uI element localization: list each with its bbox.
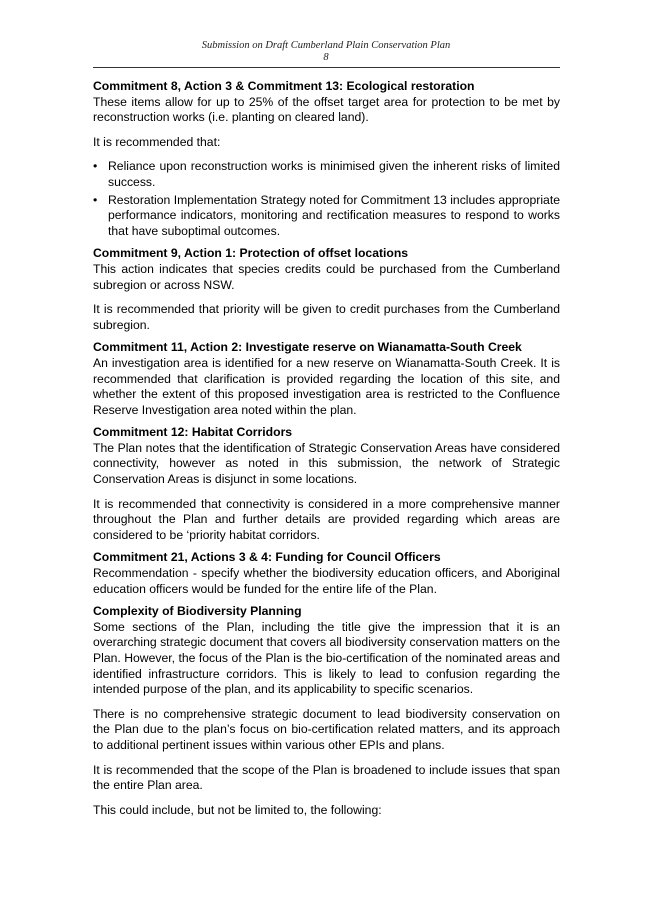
header-title: Submission on Draft Cumberland Plain Conservation Plan (201, 40, 451, 51)
paragraph: Recommendation - specify whether the biodiversity education officers, and Aboriginal education officers would be funded for the entire life of the Plan. (93, 566, 560, 596)
bullet-icon: • (93, 192, 98, 207)
section-ecological-restoration (93, 79, 560, 239)
section-offset-locations (93, 246, 560, 333)
paragraph: An investigation area is identified for a new reserve on Wianamatta-South Creek. It is recommended that clarification is provided regarding the location of this site, and whether the extent of this proposed investigation area is restricted to the Confluence Reserve Investigation area noted within the plan. (93, 355, 560, 417)
paragraph: Some sections of the Plan, including the title give the impression that it is an overarching strategic document that covers all biodiversity conservation matters on the Plan. However, the focus of the Plan is the bio-certification of the nominated areas and identified infrastructure corridors. This is likely to lead to confusion regarding the intended purpose of the plan, and its applicability to specific scenarios. (93, 619, 560, 697)
section-council-funding (93, 550, 560, 597)
section-habitat-corridors (93, 425, 560, 543)
list-item-text: Restoration Implementation Strategy noted for Commitment 13 includes appropriate performance indicators, monitoring and rectification measures to respond to works that have suboptimal outcomes. (108, 192, 560, 238)
paragraph: This could include, but not be limited to, the following: (93, 802, 382, 817)
paragraph: These items allow for up to 25% of the offset target area for protection to be met by reconstruction works (i.e. planting on cleared land). (93, 94, 560, 125)
section-heading: Commitment 11, Action 2: Investigate reserve on Wianamatta-South Creek (93, 340, 522, 355)
paragraph: This action indicates that species credits could be purchased from the Cumberland subregion or across NSW. (93, 261, 560, 292)
paragraph: It is recommended that: (93, 134, 221, 149)
paragraph: It is recommended that the scope of the Plan is broadened to include issues that span the entire Plan area. (93, 762, 560, 793)
header-rule (93, 67, 560, 68)
running-header (93, 40, 559, 64)
section-heading: Commitment 12: Habitat Corridors (93, 425, 293, 440)
paragraph: It is recommended that priority will be given to credit purchases from the Cumberland subregion. (93, 302, 560, 332)
section-heading: Commitment 8, Action 3 & Commitment 13: Ecological restoration (93, 79, 475, 93)
section-heading: Commitment 21, Actions 3 & 4: Funding for Council Officers (93, 550, 441, 565)
section-biodiversity-planning (93, 604, 560, 818)
list-item (93, 159, 560, 190)
bullet-icon: • (93, 159, 98, 174)
list-item-text: Reliance upon reconstruction works is minimised given the inherent risks of limited success. (108, 159, 560, 189)
paragraph: The Plan notes that the identification of Strategic Conservation Areas have considered connectivity, however as noted in this submission, the network of Strategic Conservation Areas is disjunct in some locations. (93, 440, 560, 487)
paragraph: There is no comprehensive strategic document to lead biodiversity conservation on the Plan due to the plan’s focus on bio-certification related matters, and its approach to additional pertinent issues within various other EPIs and plans. (93, 706, 560, 752)
section-heading: Complexity of Biodiversity Planning (93, 604, 302, 619)
bullet-list (93, 159, 560, 239)
section-wianamatta-reserve (93, 340, 560, 418)
section-heading: Commitment 9, Action 1: Protection of offset locations (93, 246, 409, 261)
paragraph: It is recommended that connectivity is considered in a more comprehensive manner throughout the Plan and further details are provided regarding which areas are considered to be ‘priority habitat corridors. (93, 496, 560, 542)
list-item (93, 193, 560, 240)
document-body (93, 79, 560, 818)
page-number: 8 (323, 52, 329, 63)
